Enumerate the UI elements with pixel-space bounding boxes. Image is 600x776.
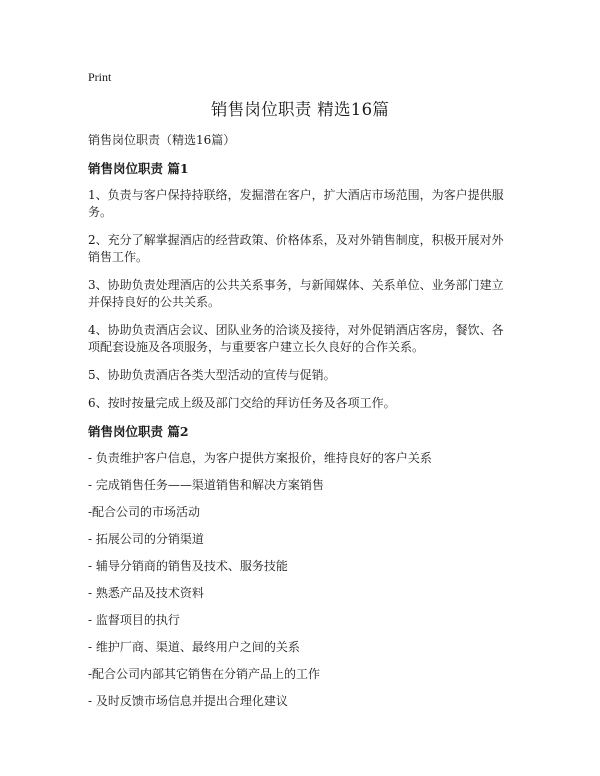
section-2-item-2: - 完成销售任务——渠道销售和解决方案销售 (88, 478, 324, 492)
section-1-heading: 销售岗位职责 篇1 (88, 161, 189, 176)
section-1-paragraph-5: 5、协助负责酒店各类大型活动的宣传与促销。 (88, 368, 336, 382)
section-2-item-10: - 及时反馈市场信息并提出合理化建议 (88, 694, 288, 708)
section-1-paragraph-6: 6、按时按量完成上级及部门交给的拜访任务及各项工作。 (88, 396, 396, 410)
section-2-item-9: -配合公司内部其它销售在分销产品上的工作 (88, 667, 321, 681)
section-2-heading: 销售岗位职责 篇2 (88, 424, 189, 439)
section-2-item-7: - 监督项目的执行 (88, 613, 180, 627)
section-2-item-6: - 熟悉产品及技术资料 (88, 586, 204, 600)
section-2-item-5: - 辅导分销商的销售及技术、服务技能 (88, 559, 288, 573)
print-label: Print (88, 70, 112, 84)
section-2 (88, 423, 512, 709)
section-1-paragraph-4: 4、协助负责酒店会议、团队业务的洽谈及接待，对外促销酒店客房，餐饮、各项配套设施及各项服务，与重要客户建立长久良好的合作关系。 (88, 323, 504, 354)
section-1-paragraph-1: 1、负责与客户保持持联络，发掘潜在客户，扩大酒店市场范围，为客户提供服务。 (88, 188, 504, 219)
document-subtitle: 销售岗位职责（精选16篇） (88, 133, 236, 147)
section-2-item-4: - 拓展公司的分销渠道 (88, 532, 204, 546)
section-1-paragraph-3: 3、协助负责处理酒店的公共关系事务，与新闻媒体、关系单位、业务部门建立并保持良好的公共关系。 (88, 278, 504, 309)
section-1-paragraph-2: 2、充分了解掌握酒店的经营政策、价格体系，及对外销售制度，积极开展对外销售工作。 (88, 233, 504, 264)
document-title: 销售岗位职责 精选16篇 (210, 100, 390, 119)
section-2-item-3: -配合公司的市场活动 (88, 505, 201, 519)
section-2-item-8: - 维护厂商、渠道、最终用户之间的关系 (88, 640, 300, 654)
section-1 (88, 160, 512, 412)
section-2-item-1: - 负责维护客户信息，为客户提供方案报价，维持良好的客户关系 (88, 451, 432, 465)
